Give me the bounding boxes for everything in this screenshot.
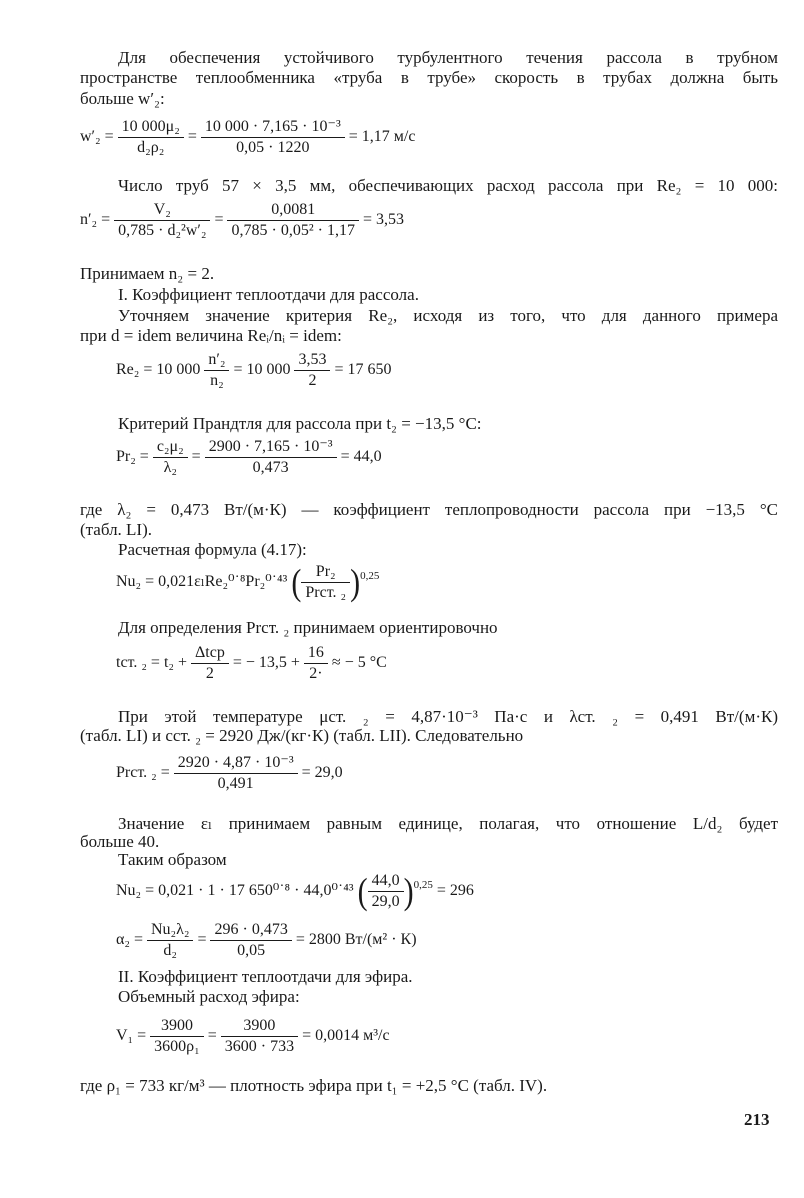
- text-line: больше w′₂:: [80, 89, 165, 108]
- denominator: 0,473: [252, 459, 289, 476]
- formula-result: = 3,53: [362, 211, 404, 229]
- formula-lhs: Re₂ = 10 000: [116, 361, 201, 379]
- page-number: 213: [744, 1110, 770, 1129]
- text-line: (табл. LI) и cст. ₂ = 2920 Дж/(кг·К) (табл. LII). Следовательно: [80, 726, 524, 745]
- formula-result: = 2800 Вт/(м² · К): [295, 931, 417, 949]
- denominator: d₂ρ₂: [137, 139, 165, 156]
- text-line: при d = idem величина Reᵢ/nᵢ = idem:: [80, 326, 342, 345]
- numerator: n′₂: [204, 350, 229, 371]
- formula-result: = 44,0: [340, 448, 382, 466]
- fraction: [304, 643, 328, 684]
- formula-reynolds: [116, 350, 392, 391]
- right-paren: ): [350, 561, 361, 603]
- fraction: [205, 437, 337, 478]
- fraction: [153, 437, 188, 478]
- formula-result: = 17 650: [334, 361, 392, 379]
- text-line: больше 40.: [80, 832, 160, 851]
- denominator: 2: [205, 665, 214, 682]
- denominator: 3600ρ₁: [154, 1038, 200, 1055]
- section-heading: II. Коэффициент теплоотдачи для эфира.: [118, 967, 413, 986]
- numerator: 0,0081: [227, 200, 358, 221]
- formula-result: = 29,0: [301, 764, 343, 782]
- text-line: (табл. LI).: [80, 520, 153, 539]
- fraction: [150, 1016, 204, 1057]
- formula-lhs: V₁ =: [116, 1027, 147, 1045]
- formula-nusselt-result: [116, 871, 474, 912]
- equals-sign: = − 13,5 +: [232, 654, 300, 672]
- denominator: 0,785 · d₂²w′₂: [118, 222, 207, 239]
- text-line: Для обеспечения устойчивого турбулентного течения рассола в трубном: [118, 48, 778, 67]
- fraction: [294, 350, 330, 391]
- numerator: Nu₂λ₂: [147, 920, 193, 941]
- formula-result: = 1,17 м/с: [348, 128, 416, 146]
- formula-prandtl: [116, 437, 382, 478]
- formula-tube-count: [80, 200, 404, 241]
- fraction: [210, 920, 291, 961]
- formula-lhs: Nu₂ = 0,021 · 1 · 17 650⁰˙⁸ · 44,0⁰˙⁴³: [116, 882, 354, 900]
- formula-lhs: Prст. ₂ =: [116, 764, 170, 782]
- formula-result: ≈ − 5 °C: [331, 654, 387, 672]
- formula-wall-temperature: [116, 643, 387, 684]
- numerator: c₂μ₂: [153, 437, 188, 458]
- denominator: 3600 · 733: [224, 1038, 295, 1055]
- numerator: Δtср: [191, 643, 229, 664]
- fraction: [204, 350, 229, 391]
- fraction: [147, 920, 193, 961]
- text-line: Число труб 57 × 3,5 мм, обеспечивающих расход рассола при Re₂ = 10 000:: [118, 176, 778, 195]
- denominator: Prст. ₂: [305, 584, 347, 601]
- fraction: [174, 753, 298, 794]
- formula-lhs: Nu₂ = 0,021εₗRe₂⁰˙⁸Pr₂⁰˙⁴³: [116, 573, 288, 591]
- numerator: 3900: [221, 1016, 298, 1037]
- numerator: 2900 · 7,165 · 10⁻³: [205, 437, 337, 458]
- text-line: пространстве теплообменника «труба в трубе» скорость в трубах должна быть: [80, 68, 778, 87]
- text-line: Принимаем n₂ = 2.: [80, 264, 215, 283]
- fraction: [201, 117, 345, 158]
- equals-sign: =: [187, 128, 197, 146]
- equals-sign: =: [191, 448, 201, 466]
- denominator: 29,0: [371, 893, 400, 910]
- fraction: [118, 117, 184, 158]
- left-paren: (: [291, 561, 302, 603]
- numerator: 296 · 0,473: [210, 920, 291, 941]
- fraction: [301, 562, 350, 603]
- text-line: Критерий Прандтля для рассола при t₂ = −13,5 °C:: [118, 414, 482, 433]
- denominator: 0,491: [217, 775, 254, 792]
- numerator: 3900: [150, 1016, 204, 1037]
- fraction: [227, 200, 358, 241]
- text-line: где ρ₁ = 733 кг/м³ — плотность эфира при t₁ = +2,5 °C (табл. IV).: [80, 1076, 548, 1095]
- formula-result: = 0,0014 м³/с: [302, 1027, 390, 1045]
- numerator: 3,53: [294, 350, 330, 371]
- formula-nusselt-general: [116, 562, 379, 603]
- left-paren: (: [357, 870, 368, 912]
- formula-lhs: n′₂ =: [80, 211, 111, 229]
- denominator: 0,05 · 1220: [236, 139, 310, 156]
- denominator: 2: [308, 372, 317, 389]
- numerator: 16: [304, 643, 328, 664]
- text-line: Уточняем значение критерия Re₂, исходя из того, что для данного примера: [118, 306, 778, 325]
- fraction: [368, 871, 404, 912]
- formula-velocity: [80, 117, 415, 158]
- denominator: d₂: [163, 942, 177, 959]
- denominator: 0,785 · 0,05² · 1,17: [231, 222, 355, 239]
- text-line: Таким образом: [118, 850, 227, 869]
- formula-result: = 296: [436, 882, 474, 900]
- equals-sign: =: [197, 931, 207, 949]
- numerator: 10 000μ₂: [118, 117, 184, 138]
- numerator: V₂: [114, 200, 210, 221]
- exponent: 0,25: [413, 879, 433, 892]
- text-line: Значение εₗ принимаем равным единице, полагая, что отношение L/d₂ будет: [118, 814, 778, 833]
- section-heading: I. Коэффициент теплоотдачи для рассола.: [118, 285, 419, 304]
- formula-prandtl-wall: [116, 753, 343, 794]
- exponent: 0,25: [360, 570, 380, 583]
- numerator: 2920 · 4,87 · 10⁻³: [174, 753, 298, 774]
- formula-lhs: α₂ =: [116, 931, 143, 949]
- text-line: где λ₂ = 0,473 Вт/(м·К) — коэффициент теплопроводности рассола при −13,5 °C: [80, 500, 778, 519]
- equals-sign: =: [214, 211, 224, 229]
- numerator: 44,0: [368, 871, 404, 892]
- fraction: [191, 643, 229, 684]
- equals-sign: = 10 000: [233, 361, 291, 379]
- formula-lhs: Pr₂ =: [116, 448, 149, 466]
- right-paren: ): [403, 870, 414, 912]
- formula-heat-transfer-coefficient: [116, 920, 417, 961]
- numerator: 10 000 · 7,165 · 10⁻³: [201, 117, 345, 138]
- fraction: [114, 200, 210, 241]
- formula-lhs: w′₂ =: [80, 128, 114, 146]
- text-line: Для определения Prст. ₂ принимаем ориентировочно: [118, 618, 498, 637]
- denominator: λ₂: [163, 459, 177, 476]
- formula-lhs: tст. ₂ = t₂ +: [116, 654, 187, 672]
- text-line: При этой температуре μст. ₂ = 4,87·10⁻³ Па·с и λст. ₂ = 0,491 Вт/(м·К): [118, 707, 778, 726]
- text-line: Расчетная формула (4.17):: [118, 540, 307, 559]
- denominator: 0,05: [237, 942, 266, 959]
- formula-volume-flow: [116, 1016, 390, 1057]
- fraction: [221, 1016, 298, 1057]
- numerator: Pr₂: [301, 562, 350, 583]
- equals-sign: =: [207, 1027, 217, 1045]
- denominator: n₂: [210, 372, 224, 389]
- denominator: 2·: [309, 665, 323, 682]
- text-line: Объемный расход эфира:: [118, 987, 300, 1006]
